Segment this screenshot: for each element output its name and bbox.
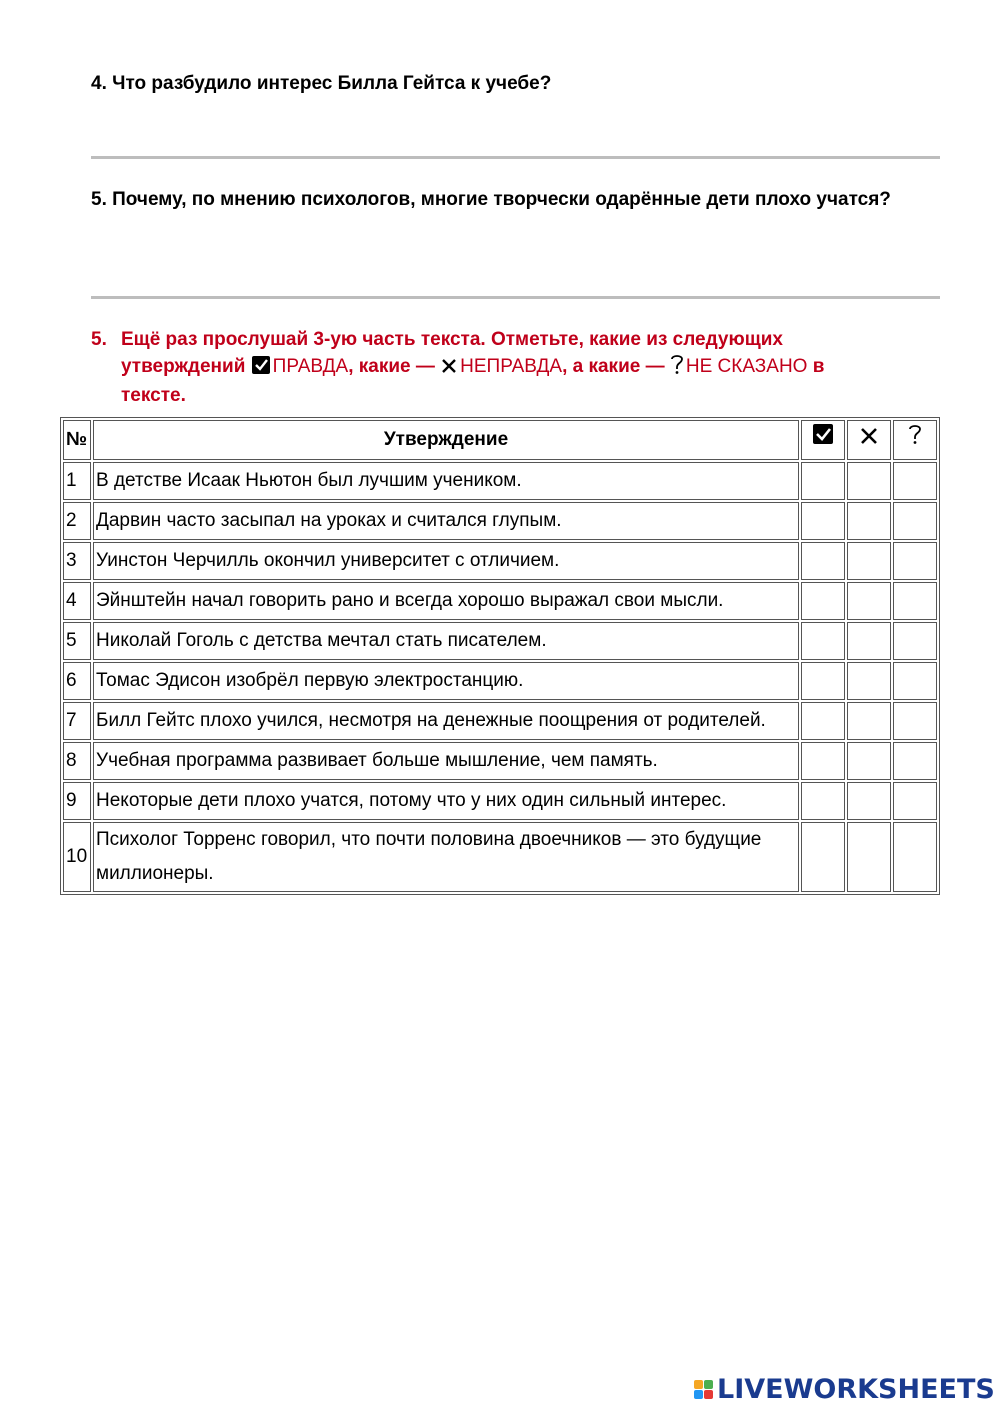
question-5: 5. Почему, по мнению психологов, многие творчески одарённые дети плохо учатся? bbox=[91, 189, 891, 210]
answer-cell-not-said[interactable] bbox=[893, 462, 937, 500]
row-statement: В детстве Исаак Ньютон был лучшим учеником. bbox=[93, 462, 799, 500]
answer-cell-not-said[interactable] bbox=[893, 702, 937, 740]
row-number: 8 bbox=[63, 742, 91, 780]
table-row bbox=[63, 542, 937, 580]
row-number: 3 bbox=[63, 542, 91, 580]
answer-cell-true[interactable] bbox=[801, 622, 845, 660]
answer-line-5[interactable] bbox=[91, 296, 940, 299]
liveworksheets-logo bbox=[694, 1373, 995, 1405]
table-row bbox=[63, 502, 937, 540]
answer-cell-not-said[interactable] bbox=[893, 822, 937, 892]
row-number: 2 bbox=[63, 502, 91, 540]
answer-cell-true[interactable] bbox=[801, 822, 845, 892]
row-statement: Томас Эдисон изобрёл первую электростанцию. bbox=[93, 662, 799, 700]
logo-text: LIVEWORKSHEETS bbox=[717, 1373, 995, 1405]
table-row bbox=[63, 782, 937, 820]
header-not-said bbox=[893, 420, 937, 460]
question-4: 4. Что разбудило интерес Билла Гейтса к учебе? bbox=[91, 73, 552, 94]
table-row bbox=[63, 662, 937, 700]
answer-cell-false[interactable] bbox=[847, 782, 891, 820]
answer-cell-true[interactable] bbox=[801, 742, 845, 780]
answer-cell-true[interactable] bbox=[801, 662, 845, 700]
table-row bbox=[63, 822, 937, 892]
row-number: 9 bbox=[63, 782, 91, 820]
row-statement: Учебная программа развивает больше мышление, чем память. bbox=[93, 742, 799, 780]
answer-cell-not-said[interactable] bbox=[893, 582, 937, 620]
table-row bbox=[63, 742, 937, 780]
row-statement: Дарвин часто засыпал на уроках и считался глупым. bbox=[93, 502, 799, 540]
checkbox-checked-icon bbox=[812, 429, 834, 450]
answer-cell-true[interactable] bbox=[801, 782, 845, 820]
row-statement: Некоторые дети плохо учатся, потому что у них один сильный интерес. bbox=[93, 782, 799, 820]
task-sep1: , какие — bbox=[348, 356, 435, 377]
answer-cell-true[interactable] bbox=[801, 502, 845, 540]
answer-cell-true[interactable] bbox=[801, 582, 845, 620]
answer-cell-false[interactable] bbox=[847, 702, 891, 740]
table-row bbox=[63, 462, 937, 500]
answer-cell-not-said[interactable] bbox=[893, 662, 937, 700]
false-label: НЕПРАВДА bbox=[460, 356, 563, 377]
table-row bbox=[63, 622, 937, 660]
task-text-part2: в тексте. bbox=[121, 356, 825, 406]
true-label: ПРАВДА bbox=[272, 356, 349, 377]
row-number: 4 bbox=[63, 582, 91, 620]
row-number: 1 bbox=[63, 462, 91, 500]
answer-cell-false[interactable] bbox=[847, 542, 891, 580]
cross-icon bbox=[860, 429, 878, 450]
cross-icon bbox=[440, 357, 458, 383]
row-number: 5 bbox=[63, 622, 91, 660]
answer-cell-false[interactable] bbox=[847, 742, 891, 780]
header-false bbox=[847, 420, 891, 460]
task-instruction bbox=[91, 327, 891, 409]
row-statement: Эйнштейн начал говорить рано и всегда хорошо выражал свои мысли. bbox=[93, 582, 799, 620]
answer-cell-not-said[interactable] bbox=[893, 502, 937, 540]
answer-cell-false[interactable] bbox=[847, 822, 891, 892]
task-text-part1: Ещё раз прослушай 3-ую часть текста. Отметьте, какие из следующих утверждений bbox=[121, 329, 783, 377]
row-statement: Билл Гейтс плохо учился, несмотря на денежные поощрения от родителей. bbox=[93, 702, 799, 740]
row-number: 10 bbox=[63, 822, 91, 892]
answer-cell-false[interactable] bbox=[847, 582, 891, 620]
statements-table bbox=[60, 417, 940, 895]
checkbox-checked-icon bbox=[251, 355, 271, 383]
task-number: 5. bbox=[91, 329, 107, 350]
table-row bbox=[63, 702, 937, 740]
header-statement: Утверждение bbox=[93, 420, 799, 460]
answer-cell-false[interactable] bbox=[847, 662, 891, 700]
answer-cell-not-said[interactable] bbox=[893, 782, 937, 820]
answer-cell-not-said[interactable] bbox=[893, 542, 937, 580]
answer-cell-false[interactable] bbox=[847, 622, 891, 660]
question-icon bbox=[670, 353, 684, 383]
answer-cell-false[interactable] bbox=[847, 502, 891, 540]
answer-cell-not-said[interactable] bbox=[893, 742, 937, 780]
table-body bbox=[63, 462, 937, 892]
task-sep2: , а какие — bbox=[562, 356, 665, 377]
header-true bbox=[801, 420, 845, 460]
question-icon bbox=[908, 429, 922, 450]
answer-line-4[interactable] bbox=[91, 156, 940, 159]
row-statement: Психолог Торренс говорил, что почти половина двоечников — это будущие миллионеры. bbox=[93, 822, 799, 892]
answer-cell-false[interactable] bbox=[847, 462, 891, 500]
not-said-label: НЕ СКАЗАНО bbox=[685, 356, 808, 377]
answer-cell-not-said[interactable] bbox=[893, 622, 937, 660]
row-number: 6 bbox=[63, 662, 91, 700]
row-statement: Николай Гоголь с детства мечтал стать писателем. bbox=[93, 622, 799, 660]
table-row bbox=[63, 582, 937, 620]
header-no: № bbox=[63, 420, 91, 460]
table-header bbox=[63, 420, 937, 460]
row-statement: Уинстон Черчилль окончил университет с отличием. bbox=[93, 542, 799, 580]
row-number: 7 bbox=[63, 702, 91, 740]
answer-cell-true[interactable] bbox=[801, 542, 845, 580]
answer-cell-true[interactable] bbox=[801, 702, 845, 740]
answer-cell-true[interactable] bbox=[801, 462, 845, 500]
logo-mark-icon bbox=[694, 1380, 713, 1399]
